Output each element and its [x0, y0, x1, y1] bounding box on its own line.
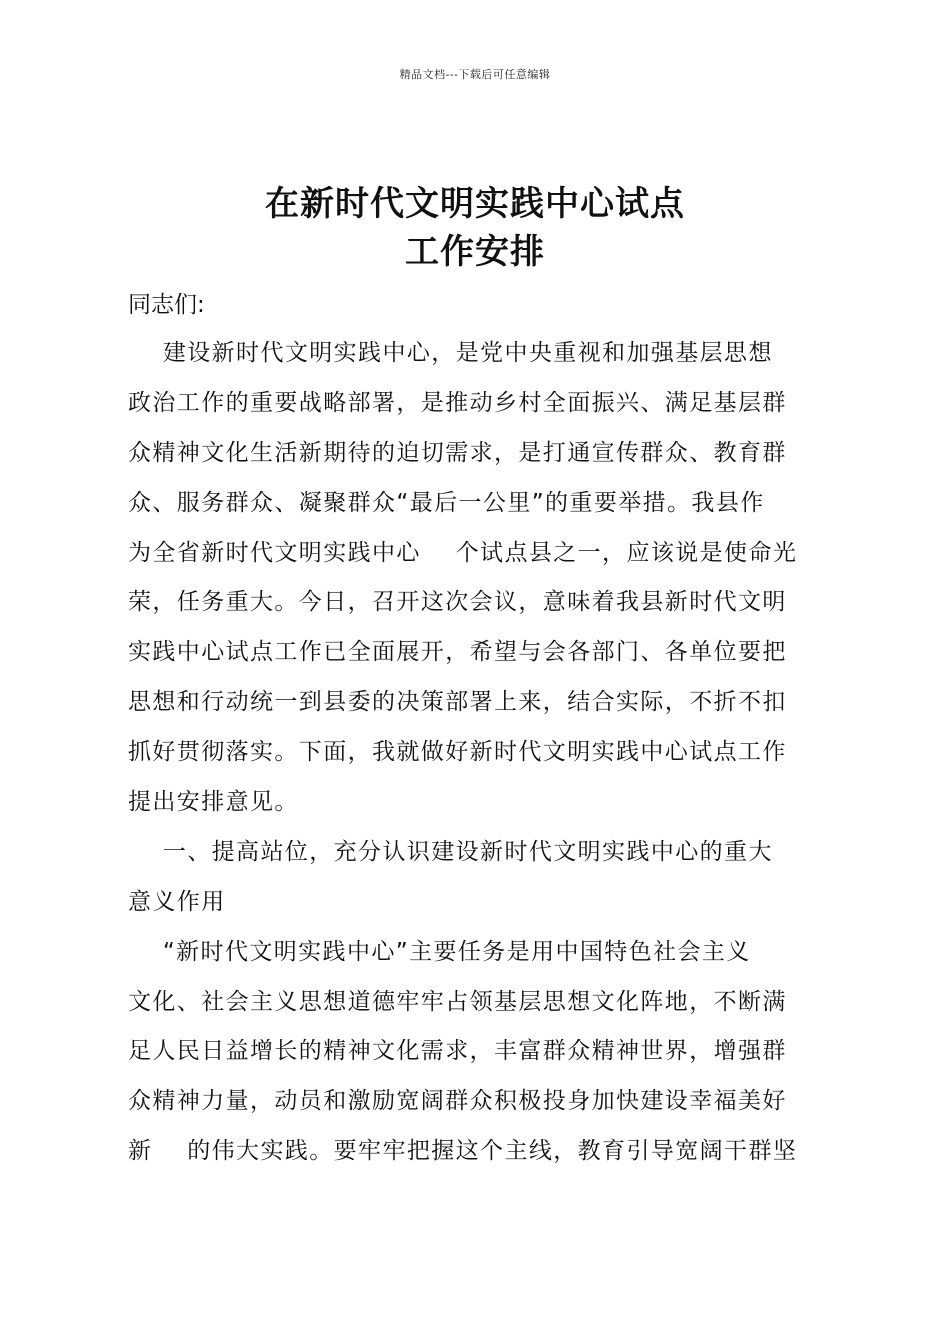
page-header-note: 精品文档---下载后可任意编辑	[399, 68, 551, 81]
body-line: 为全省新时代文明实践中心 个试点县之一，应该说是使命光	[128, 539, 798, 566]
document-body	[128, 329, 832, 1177]
body-line: 众精神文化生活新期待的迫切需求，是打通宣传群众、教育群	[128, 439, 787, 466]
title-line-1: 在新时代文明实践中心试点	[265, 184, 685, 224]
body-line: 建设新时代文明实践中心，是党中央重视和加强基层思想	[128, 340, 773, 366]
section-heading-line: 一、提高站位，充分认识建设新时代文明实践中心的重大	[128, 838, 773, 865]
body-line: 思想和行动统一到县委的决策部署上来，结合实际，不折不扣	[128, 689, 787, 716]
body-line: 政治工作的重要战略部署，是推动乡村全面振兴、满足基层群	[128, 389, 787, 416]
body-line: 众、服务群众、凝聚群众“最后一公里”的重要举措。我县作	[128, 489, 765, 516]
body-line: 实践中心试点工作已全面展开，希望与会各部门、各单位要把	[128, 639, 787, 666]
body-line: 众精神力量，动员和激励宽阔群众积极投身加快建设幸福美好	[128, 1088, 787, 1115]
body-line: 提出安排意见。	[128, 789, 299, 816]
body-line: 抓好贯彻落实。下面，我就做好新时代文明实践中心试点工作	[128, 739, 787, 766]
document-title	[0, 180, 950, 276]
body-line: 新 的伟大实践。要牢牢把握这个主线，教育引导宽阔干群坚	[128, 1138, 798, 1165]
body-line: 文化、社会主义思想道德牢牢占领基层思想文化阵地，不断满	[128, 988, 787, 1015]
body-line: 足人民日益增长的精神文化需求，丰富群众精神世界，增强群	[128, 1038, 787, 1065]
salutation: 同志们:	[128, 292, 205, 318]
title-line-2: 工作安排	[405, 232, 545, 272]
body-line: 荣，任务重大。今日，召开这次会议，意味着我县新时代文明	[128, 589, 787, 616]
section-heading-line: 意义作用	[128, 888, 226, 915]
body-line: “新时代文明实践中心”主要任务是用中国特色社会主义	[128, 938, 751, 965]
